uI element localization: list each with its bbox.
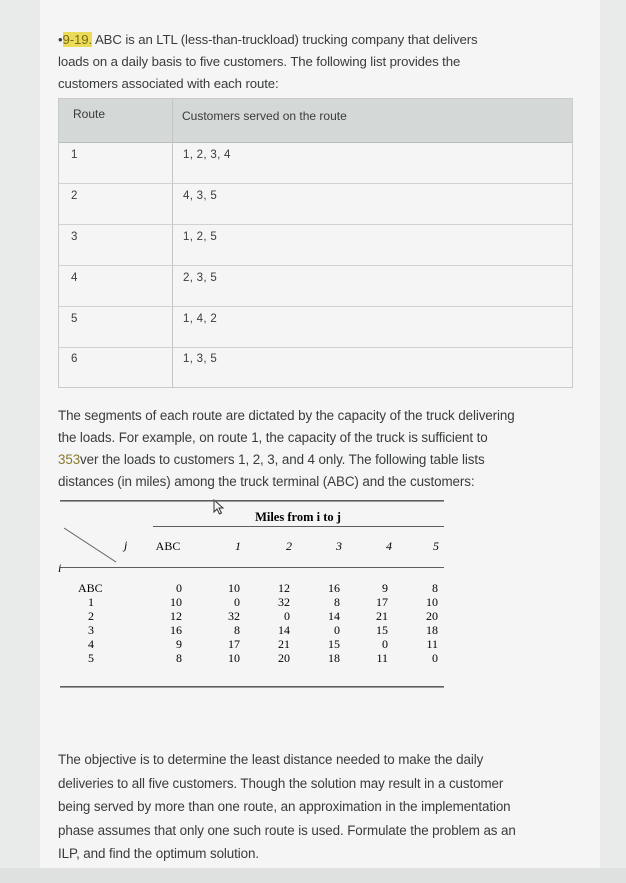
- header-rule: [60, 567, 444, 568]
- distance-cell: 20: [426, 609, 438, 623]
- table-row: [59, 225, 572, 266]
- route-customers: 4, 3, 5: [183, 190, 218, 202]
- column-header: 5: [433, 539, 439, 553]
- distance-cell: 18: [328, 651, 340, 665]
- route-table: [58, 98, 573, 388]
- intro-line-3: customers associated with each route:: [58, 76, 279, 91]
- distance-cell: 32: [278, 595, 290, 609]
- route-customers: 1, 4, 2: [183, 313, 218, 325]
- table-row: [59, 184, 572, 225]
- distance-cell: 10: [228, 581, 240, 595]
- distance-cell: 11: [376, 651, 388, 665]
- distance-cell: 0: [432, 651, 438, 665]
- segments-paragraph: [58, 405, 598, 493]
- distance-cell: 11: [426, 637, 438, 651]
- distance-cell: 18: [426, 623, 438, 637]
- distance-cell: 8: [432, 581, 438, 595]
- distance-cell: 10: [228, 651, 240, 665]
- objective-line-4: phase assumes that only one such route is used. Formulate the problem as an: [58, 822, 516, 838]
- distance-cell: 20: [278, 651, 290, 665]
- objective-line-1: The objective is to determine the least distance needed to make the daily: [58, 752, 484, 767]
- distance-cell: 14: [328, 609, 340, 623]
- distance-cell: 12: [170, 609, 182, 623]
- segments-line-3-text: ver the loads to customers 1, 2, 3, and 4 only. The following table lists: [80, 452, 485, 467]
- route-customers: 1, 2, 5: [183, 231, 218, 243]
- row-label: 5: [88, 651, 94, 665]
- distance-cell: 0: [234, 595, 240, 609]
- distance-cell: 16: [328, 581, 340, 595]
- corner-i-label: i: [58, 561, 62, 575]
- distance-cell: 15: [376, 623, 388, 637]
- intro-paragraph: [58, 29, 558, 95]
- bottom-band: [0, 868, 626, 883]
- distance-cell: 10: [170, 595, 182, 609]
- objective-paragraph: [58, 748, 598, 866]
- column-headers: [156, 539, 439, 553]
- row-label: 4: [88, 637, 94, 651]
- column-header: 1: [235, 539, 241, 553]
- row-label: ABC: [78, 581, 103, 595]
- route-header: Route: [73, 107, 106, 121]
- table-row: [59, 266, 572, 307]
- distance-cell: 0: [284, 609, 290, 623]
- table-row: [59, 307, 572, 348]
- distance-cell: 9: [176, 637, 182, 651]
- row-label: 1: [88, 595, 94, 609]
- distance-cell: 15: [328, 637, 340, 651]
- distance-cell: 14: [278, 623, 290, 637]
- distance-cell: 17: [376, 595, 388, 609]
- distance-cells: [170, 581, 438, 665]
- intro-line-1: •9-19. ABC is an LTL (less-than-truckload) trucking company that delivers: [58, 32, 478, 47]
- route-table-header: [59, 99, 572, 143]
- table-row: [59, 347, 572, 387]
- route-number: 5: [71, 313, 78, 325]
- distance-cell: 32: [228, 609, 240, 623]
- distance-cell: 21: [278, 637, 290, 651]
- objective-line-2: deliveries to all five customers. Though the solution may result in a customer: [58, 775, 504, 791]
- corner-j-label: j: [124, 538, 128, 552]
- route-customers: 1, 3, 5: [183, 353, 218, 365]
- distance-cell: 17: [228, 637, 240, 651]
- distance-cell: 8: [176, 651, 182, 665]
- distance-cell: 0: [334, 623, 340, 637]
- distance-table: [58, 500, 444, 690]
- intro-text: ABC is an LTL (less-than-truckload) trucking company that delivers: [94, 32, 478, 47]
- distance-cell: 16: [170, 623, 182, 637]
- top-rule: [60, 500, 444, 502]
- distance-cell: 0: [382, 637, 388, 651]
- table-row: [59, 143, 572, 184]
- route-number: 1: [71, 149, 78, 161]
- column-header: ABC: [155, 539, 181, 553]
- route-customers: 1, 2, 3, 4: [183, 149, 231, 161]
- route-customers: 2, 3, 5: [183, 272, 218, 284]
- customers-header: Customers served on the route: [182, 109, 347, 123]
- intro-line-2: loads on a daily basis to five customers. The following list provides the: [58, 54, 461, 69]
- distance-cell: 9: [382, 581, 388, 595]
- route-number: 4: [71, 272, 78, 284]
- route-number: 2: [71, 190, 78, 202]
- distance-cell: 0: [176, 581, 182, 595]
- problem-number: 9-19.: [62, 32, 93, 47]
- distance-cell: 8: [334, 595, 340, 609]
- objective-line-3: being served by more than one route, an approximation in the implementation: [58, 799, 511, 814]
- page-number-overlay: 353: [58, 452, 81, 467]
- corner-diagonal: [64, 528, 116, 562]
- distance-cell: 8: [234, 623, 240, 637]
- distance-cell: 21: [376, 609, 388, 623]
- column-header: 2: [286, 539, 292, 553]
- row-label: 2: [88, 609, 94, 623]
- objective-line-5: ILP, and find the optimum solution.: [58, 846, 259, 861]
- segments-line-3: [58, 449, 598, 471]
- route-number: 3: [71, 231, 78, 243]
- distance-cell: 10: [426, 595, 438, 609]
- distance-cell: 12: [278, 581, 290, 595]
- column-header: 4: [386, 539, 392, 553]
- table-title: Miles from i to j: [255, 510, 341, 524]
- row-label: 3: [88, 623, 94, 637]
- title-underline: [153, 526, 444, 527]
- column-header: 3: [336, 539, 342, 553]
- bottom-rule: [60, 686, 444, 688]
- row-labels: [78, 581, 103, 665]
- segments-line-4: distances (in miles) among the truck terminal (ABC) and the customers:: [58, 474, 475, 489]
- route-number: 6: [71, 353, 78, 365]
- segments-line-1: The segments of each route are dictated by the capacity of the truck delivering: [58, 408, 515, 423]
- segments-line-2: the loads. For example, on route 1, the capacity of the truck is sufficient to: [58, 430, 488, 445]
